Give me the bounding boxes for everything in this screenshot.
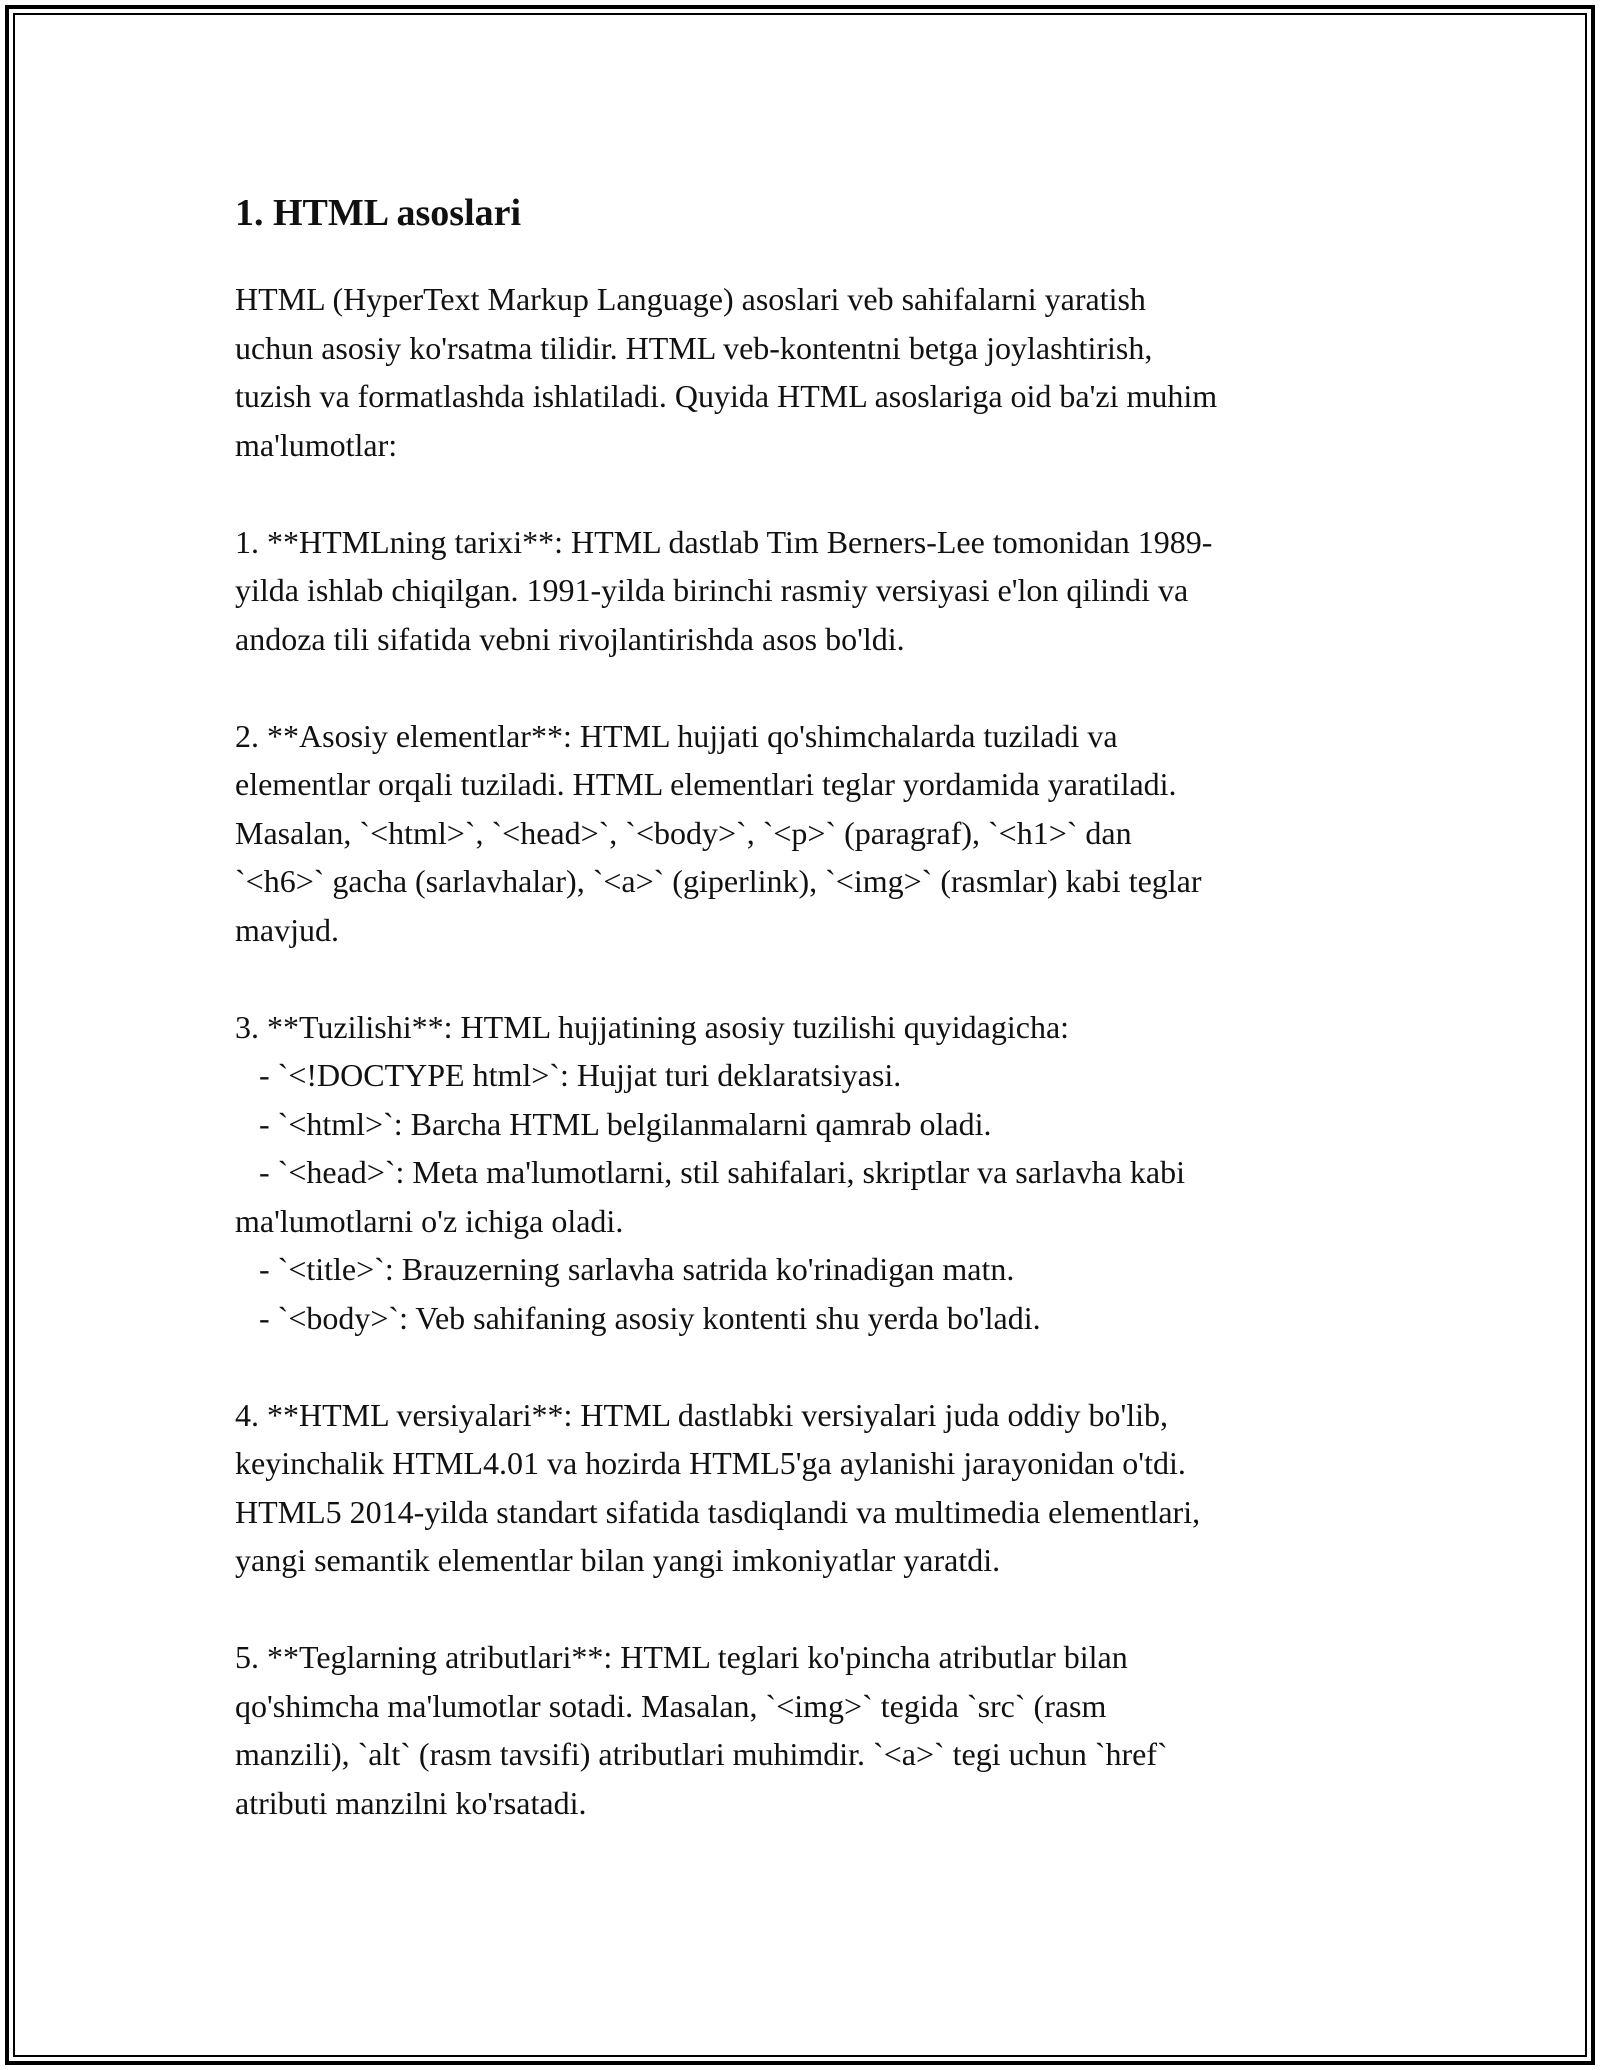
text-line: andoza tili sifatida vebni rivojlantirishda asos bo'ldi. [235, 620, 905, 657]
text-line: - `<!DOCTYPE html>`: Hujjat turi deklaratsiyasi. [235, 1057, 902, 1093]
text-line: HTML5 2014-yilda standart sifatida tasdiqlandi va multimedia elementlari, [235, 1493, 1201, 1530]
text-line: - `<title>`: Brauzerning sarlavha satrida ko'rinadigan matn. [235, 1251, 1015, 1287]
text-line: 5. **Teglarning atributlari**: HTML teglari ko'pincha atributlar bilan [235, 1639, 1128, 1675]
section-heading: 1. HTML asoslari [235, 192, 522, 234]
versions-paragraph [235, 1391, 1365, 1585]
text-line: elementlar orqali tuziladi. HTML elementlari teglar yordamida yaratiladi. [235, 766, 1177, 802]
attributes-paragraph [235, 1633, 1365, 1827]
text-line: `<h6>` gacha (sarlavhalar), `<a>` (giperlink), `<img>` (rasmlar) kabi teglar [235, 863, 1202, 899]
text-line: - `<head>`: Meta ma'lumotlarni, stil sahifalari, skriptlar va sarlavha kabi [235, 1154, 1185, 1190]
text-line: mavjud. [235, 911, 339, 948]
text-line: tuzish va formatlashda ishlatiladi. Quyida HTML asoslariga oid ba'zi muhim [235, 378, 1218, 414]
text-line: keyinchalik HTML4.01 va hozirda HTML5'ga aylanishi jarayonidan o'tdi. [235, 1445, 1186, 1481]
elements-paragraph [235, 712, 1365, 955]
text-line: atributi manzilni ko'rsatadi. [235, 1784, 587, 1821]
text-line: Masalan, `<html>`, `<head>`, `<body>`, `<p>` (paragraf), `<h1>` dan [235, 814, 1132, 851]
intro-paragraph [235, 275, 1365, 469]
structure-paragraph [235, 1003, 1365, 1343]
history-paragraph [235, 518, 1365, 664]
text-line: ma'lumotlar: [235, 426, 398, 463]
text-line: HTML (HyperText Markup Language) asoslari veb sahifalarni yaratish [235, 281, 1146, 317]
text-line: 3. **Tuzilishi**: HTML hujjatining asosiy tuzilishi quyidagicha: [235, 1008, 1070, 1045]
text-line: - `<body>`: Veb sahifaning asosiy kontenti shu yerda bo'ladi. [235, 1299, 1041, 1336]
document-body [235, 185, 1365, 1876]
text-line: - `<html>`: Barcha HTML belgilanmalarni qamrab oladi. [235, 1105, 992, 1142]
text-line: yangi semantik elementlar bilan yangi imkoniyatlar yaratdi. [235, 1542, 1001, 1578]
text-line: qo'shimcha ma'lumotlar sotadi. Masalan, `<img>` tegida `src` (rasm [235, 1687, 1107, 1724]
text-line: 2. **Asosiy elementlar**: HTML hujjati qo'shimchalarda tuziladi va [235, 717, 1118, 754]
text-line: uchun asosiy ko'rsatma tilidir. HTML veb-kontentni betga joylashtirish, [235, 329, 1153, 366]
text-line: 1. **HTMLning tarixi**: HTML dastlab Tim Berners-Lee tomonidan 1989- [235, 523, 1213, 560]
text-line: manzili), `alt` (rasm tavsifi) atributlari muhimdir. `<a>` tegi uchun `href` [235, 1736, 1168, 1772]
text-line: 4. **HTML versiyalari**: HTML dastlabki versiyalari juda oddiy bo'lib, [235, 1396, 1168, 1433]
text-line: ma'lumotlarni o'z ichiga oladi. [235, 1202, 624, 1239]
text-line: yilda ishlab chiqilgan. 1991-yilda birinchi rasmiy versiyasi e'lon qilindi va [235, 572, 1189, 608]
